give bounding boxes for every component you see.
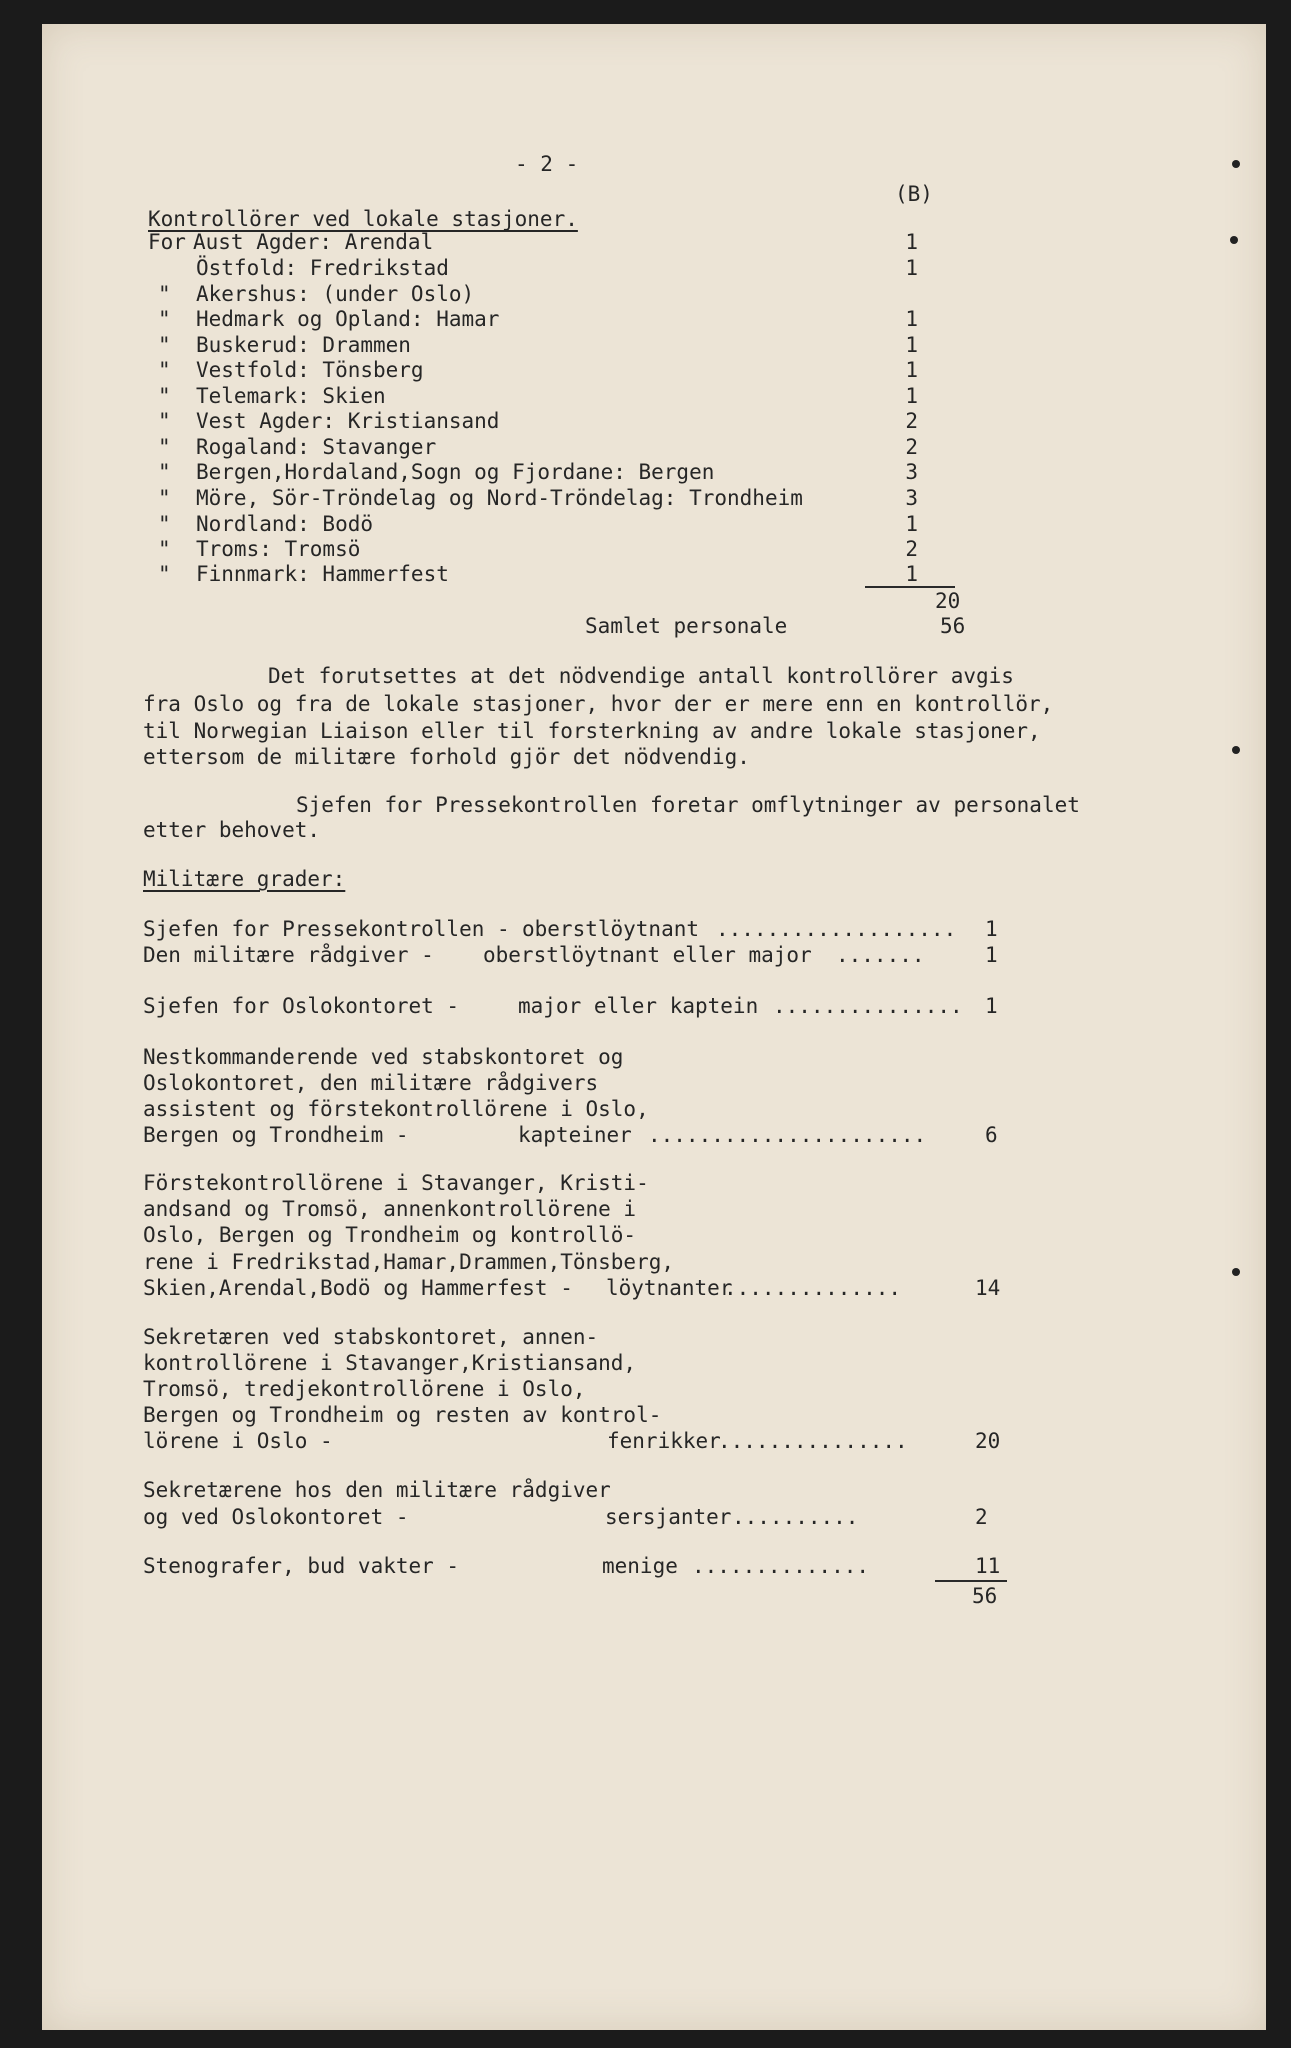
rank-description-line: lörene i Oslo -: [143, 1429, 333, 1453]
rank-description-line: rene i Fredrikstad,Hamar,Drammen,Tönsberg,: [143, 1250, 675, 1274]
station-prefix: ": [158, 460, 171, 484]
margin-mark: [1232, 160, 1240, 168]
station-region: Troms: Tromsö: [196, 537, 361, 561]
station-prefix: ": [158, 307, 171, 331]
paragraph-line: til Norwegian Liaison eller til forsterkning av andre lokale stasjoner,: [143, 719, 1041, 743]
station-count: 2: [905, 409, 918, 433]
rank-description-line: Bergen og Trondheim -: [143, 1123, 409, 1147]
station-prefix: ": [158, 435, 171, 459]
total-label: Samlet personale: [585, 614, 788, 638]
rank-count: 1: [985, 917, 998, 941]
rank-description-line: Oslokontoret, den militære rådgivers: [143, 1071, 599, 1095]
ranks-heading: Militære grader:: [143, 867, 346, 891]
station-region: Rogaland: Stavanger: [196, 435, 437, 459]
station-count: 1: [905, 230, 918, 254]
paragraph-line: Det forutsettes at det nödvendige antall kontrollörer avgis: [268, 664, 1014, 688]
margin-mark: [1232, 1268, 1240, 1276]
station-count: 1: [905, 333, 918, 357]
rank-title: menige: [602, 1554, 678, 1578]
station-count: 3: [905, 486, 918, 510]
station-region: Möre, Sör-Tröndelag og Nord-Tröndelag: Trondheim: [196, 486, 803, 510]
rank-description-line: Skien,Arendal,Bodö og Hammerfest -: [143, 1276, 573, 1300]
rank-count: 1: [985, 994, 998, 1018]
total-value: 56: [940, 614, 966, 638]
station-region: Vest Agder: Kristiansand: [196, 409, 500, 433]
station-region: Akershus: (under Oslo): [196, 282, 475, 306]
station-region: Aust Agder: Arendal: [193, 230, 434, 254]
dot-leader: ..........: [732, 1505, 859, 1529]
station-prefix: ": [158, 486, 171, 510]
rank-title: kapteiner: [518, 1123, 632, 1147]
station-region: Nordland: Bodö: [196, 512, 374, 536]
station-count: 1: [905, 512, 918, 536]
rank-description-line: kontrollörene i Stavanger,Kristiansand,: [143, 1351, 637, 1375]
station-prefix: ": [158, 537, 171, 561]
rank-description-line: assistent og förstekontrollörene i Oslo,: [143, 1097, 649, 1121]
station-region: Hedmark og Opland: Hamar: [196, 307, 500, 331]
station-region: Bergen,Hordaland,Sogn og Fjordane: Bergen: [196, 460, 715, 484]
dot-leader: ......................: [648, 1123, 927, 1147]
station-count: 2: [905, 435, 918, 459]
station-prefix: ": [158, 384, 171, 408]
margin-mark: [1230, 236, 1238, 244]
margin-mark: [1232, 746, 1240, 754]
station-prefix: ": [158, 333, 171, 357]
section-mark: (B): [895, 182, 933, 206]
rank-count: 14: [975, 1276, 1001, 1300]
rank-description-line: Sjefen for Oslokontoret -: [143, 994, 460, 1018]
rank-title: oberstlöytnant: [522, 917, 700, 941]
dot-leader: ...............: [718, 1429, 908, 1453]
station-region: Vestfold: Tönsberg: [196, 358, 424, 382]
dot-leader: .......: [836, 943, 925, 967]
rank-title: löytnanter: [606, 1276, 733, 1300]
station-count: 2: [905, 537, 918, 561]
rank-title: oberstlöytnant eller major: [483, 943, 812, 967]
rank-description-line: Stenografer, bud vakter -: [143, 1554, 460, 1578]
grand-total-value: 56: [972, 1584, 998, 1608]
rank-count: 6: [985, 1123, 998, 1147]
rank-count: 11: [975, 1554, 1001, 1578]
station-prefix: ": [158, 282, 171, 306]
rank-count: 1: [985, 943, 998, 967]
rank-description-line: Sekretæren ved stabskontoret, annen-: [143, 1325, 599, 1349]
station-region: Telemark: Skien: [196, 384, 386, 408]
grand-total-rule: [935, 1580, 1007, 1582]
station-count: 1: [905, 562, 918, 586]
dot-leader: ..............: [692, 1554, 870, 1578]
rank-title: sersjanter: [605, 1505, 732, 1529]
dot-leader: ..............: [724, 1276, 902, 1300]
station-prefix: ": [158, 358, 171, 382]
paragraph-line: fra Oslo og fra de lokale stasjoner, hvor der er mere enn en kontrollör,: [143, 692, 1054, 716]
dot-leader: ...................: [716, 917, 957, 941]
station-region: Finnmark: Hammerfest: [196, 562, 449, 586]
rank-description-line: Sekretærene hos den militære rådgiver: [143, 1478, 611, 1502]
paragraph-line: Sjefen for Pressekontrollen foretar omflytninger av personalet: [296, 793, 1080, 817]
station-region: Buskerud: Drammen: [196, 333, 411, 357]
station-count: 1: [905, 384, 918, 408]
station-prefix: ": [158, 409, 171, 433]
rank-description-line: og ved Oslokontoret -: [143, 1505, 409, 1529]
rank-title: major eller kaptein: [518, 994, 759, 1018]
station-region: Östfold: Fredrikstad: [196, 256, 449, 280]
station-prefix: For: [148, 230, 186, 254]
rank-description-line: Den militære rådgiver -: [143, 943, 434, 967]
document-page: [42, 24, 1266, 2030]
rank-count: 2: [975, 1505, 988, 1529]
rank-count: 20: [975, 1429, 1001, 1453]
station-count: 1: [905, 256, 918, 280]
paragraph-line: ettersom de militære forhold gjör det nödvendig.: [143, 745, 750, 769]
rank-description-line: Bergen og Trondheim og resten av kontrol-: [143, 1403, 662, 1427]
subtotal-rule: [865, 586, 955, 588]
rank-title: fenrikker: [607, 1429, 721, 1453]
rank-description-line: Oslo, Bergen og Trondheim og kontrollö-: [143, 1223, 637, 1247]
station-count: 3: [905, 460, 918, 484]
station-prefix: ": [158, 562, 171, 586]
rank-description-line: Sjefen for Pressekontrollen -: [143, 917, 510, 941]
rank-description-line: Förstekontrollörene i Stavanger, Kristi-: [143, 1171, 649, 1195]
dot-leader: ...............: [773, 994, 963, 1018]
station-count: 1: [905, 307, 918, 331]
subtotal-value: 20: [935, 589, 961, 613]
rank-description-line: Tromsö, tredjekontrollörene i Oslo,: [143, 1377, 586, 1401]
stations-heading: Kontrollörer ved lokale stasjoner.: [148, 207, 578, 231]
rank-description-line: andsand og Tromsö, annenkontrollörene i: [143, 1197, 637, 1221]
page-number: - 2 -: [515, 152, 579, 176]
station-prefix: ": [158, 512, 171, 536]
rank-description-line: Nestkommanderende ved stabskontoret og: [143, 1045, 624, 1069]
paragraph-line: etter behovet.: [143, 818, 321, 842]
station-count: 1: [905, 358, 918, 382]
